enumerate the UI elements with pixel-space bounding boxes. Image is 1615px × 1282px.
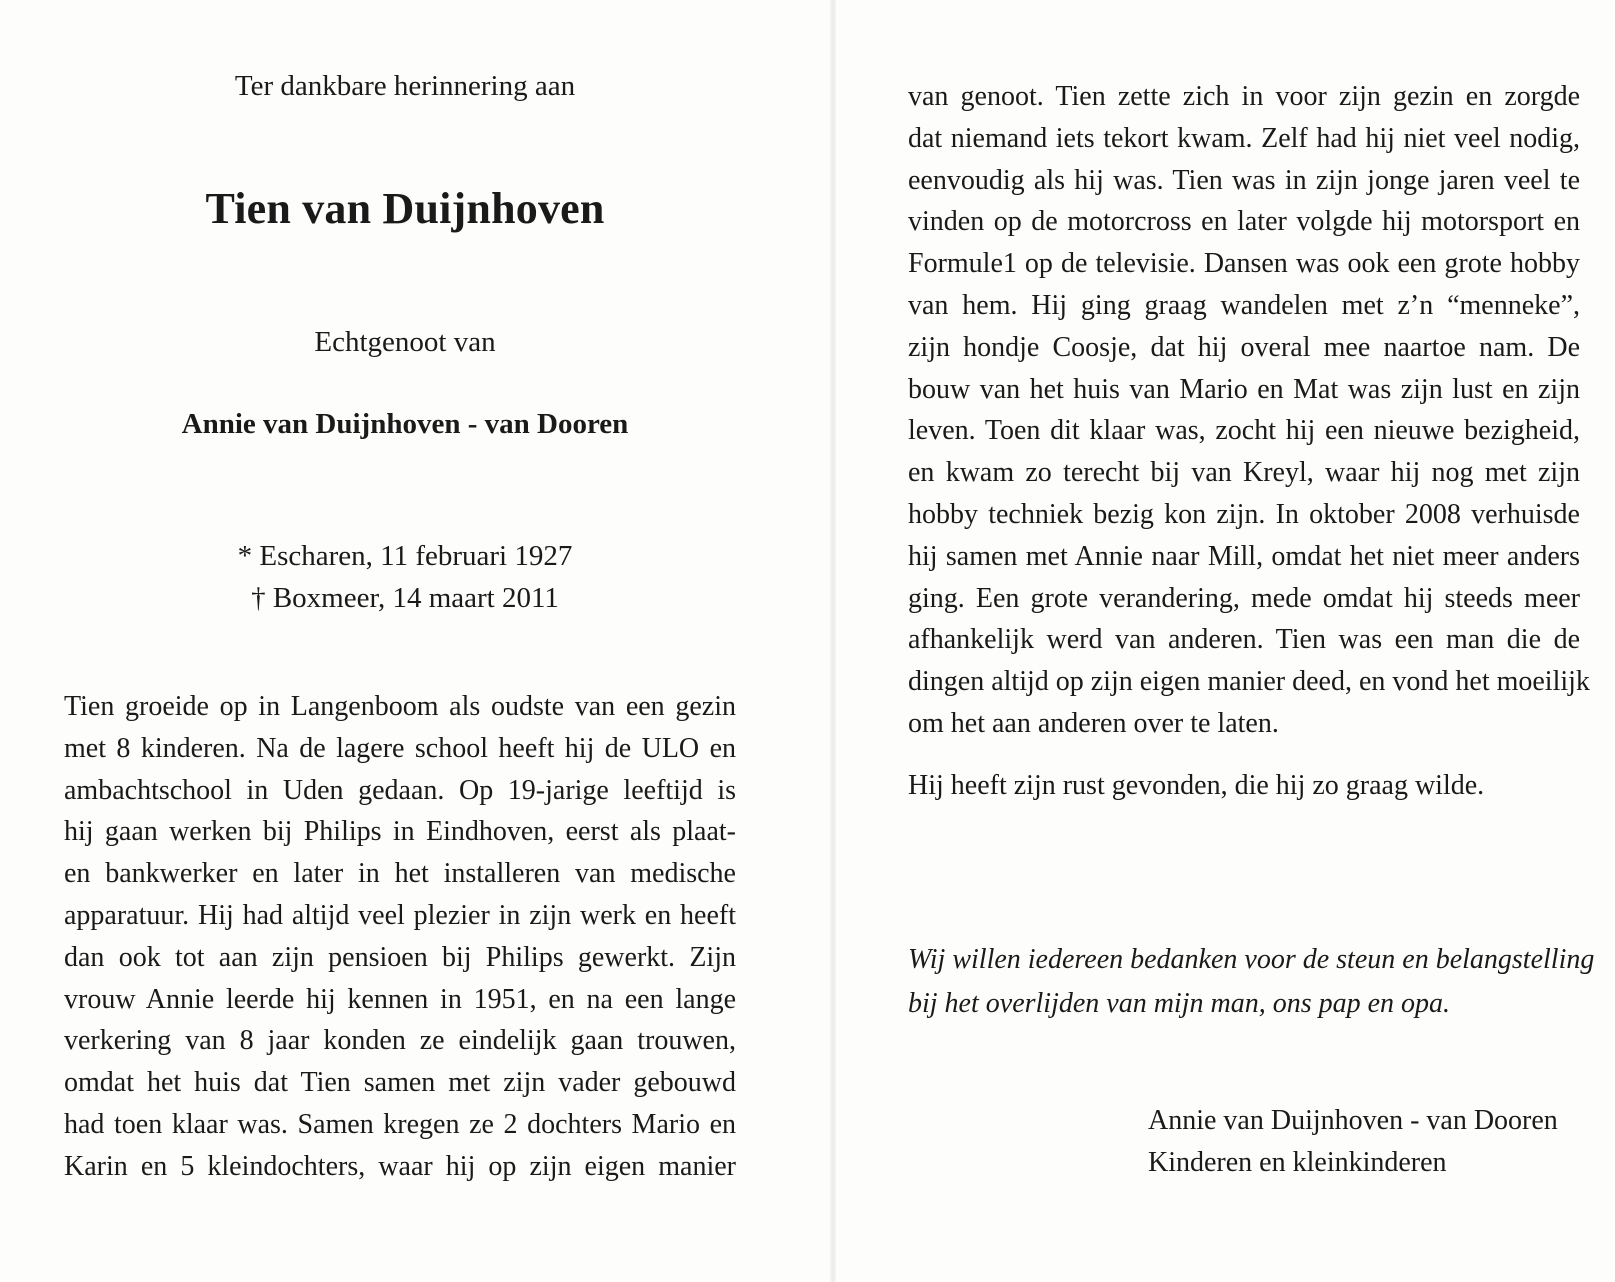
thank-you-line: bij het overlijden van mijn man, ons pap en opa. [908,988,1451,1019]
death-date: † Boxmeer, 14 maart 2011 [251,582,559,614]
intro-text: Ter dankbare herinnering aan [234,70,576,102]
biography-part-1 [64,686,736,1188]
right-page [836,0,1615,1282]
biography-line: eenvoudig als hij was. Tien was in zijn jonge jaren veel te [908,164,1580,196]
biography-line: hij samen met Annie naar Mill, omdat het niet meer anders [908,540,1580,572]
thank-you-line: Wij willen iedereen bedanken voor de steun en belangstelling [908,944,1595,975]
biography-line: en bankwerker en later in het installeren van medische [64,858,736,890]
biography-line: verkering van 8 jaar konden ze eindelijk gaan trouwen, [64,1025,736,1057]
biography-line: van genoot. Tien zette zich in voor zijn gezin en zorgde [908,81,1580,112]
biography-line: apparatuur. Hij had altijd veel plezier in zijn werk en heeft [64,899,736,931]
biography-line: had toen klaar was. Samen kregen ze 2 dochters Mario en [64,1108,736,1140]
biography-line: hij gaan werken bij Philips in Eindhoven, eerst als plaat- [64,816,736,848]
biography-line: Karin en 5 kleindochters, waar hij op zijn eigen manier [64,1150,736,1182]
signature-line: Kinderen en kleinkinderen [1148,1147,1447,1178]
signature-block [1148,1100,1558,1184]
biography-line: hobby techniek bezig kon zijn. In oktober 2008 verhuisde [908,498,1580,530]
biography-line: bouw van het huis van Mario en Mat was zijn lust en zijn [908,373,1580,405]
spouse-name: Annie van Duijnhoven - van Dooren [181,408,629,440]
biography-line: van hem. Hij ging graag wandelen met z’n “menneke”, [908,289,1580,321]
biography-line: dan ook tot aan zijn pensioen bij Philips gewerkt. Zijn [64,941,736,973]
biography-line: afhankelijk werd van anderen. Tien was een man die de [908,624,1580,656]
biography-line: leven. Toen dit klaar was, zocht hij een nieuwe bezigheid, [908,415,1580,447]
biography-line: omdat het huis dat Tien samen met zijn vader gebouwd [64,1067,736,1099]
biography-line: vrouw Annie leerde hij kennen in 1951, en na een lange [64,983,736,1015]
biography-line: vinden op de motorcross en later volgde hij motorsport en [908,206,1580,238]
rest-statement: Hij heeft zijn rust gevonden, die hij zo graag wilde. [908,770,1485,801]
biography-line: dingen altijd op zijn eigen manier deed, en vond het moeilijk [908,666,1590,698]
biography-part-2 [908,76,1590,745]
life-dates [60,535,750,619]
thank-you-note [908,938,1595,1026]
biography-line: Tien groeide op in Langenboom als oudste van een gezin [64,691,736,722]
biography-line: dat niemand iets tekort kwam. Zelf had hij niet veel nodig, [908,122,1580,154]
relation-text: Echtgenoot van [314,326,496,358]
birth-date: * Escharen, 11 februari 1927 [237,540,573,572]
deceased-name: Tien van Duijnhoven [205,184,605,233]
biography-line: Formule1 op de televisie. Dansen was ook een grote hobby [908,248,1580,280]
biography-line: zijn hondje Coosje, dat hij overal mee naartoe nam. De [908,331,1580,363]
biography-line: en kwam zo terecht bij van Kreyl, waar hij nog met zijn [908,457,1580,489]
biography-line: ambachtschool in Uden gedaan. Op 19-jarige leeftijd is [64,774,736,806]
biography-line: om het aan anderen over te laten. [908,707,1279,739]
biography-line: met 8 kinderen. Na de lagere school heeft hij de ULO en [64,732,736,764]
signature-line: Annie van Duijnhoven - van Dooren [1148,1105,1558,1136]
biography-line: ging. Een grote verandering, mede omdat hij steeds meer [908,582,1580,614]
